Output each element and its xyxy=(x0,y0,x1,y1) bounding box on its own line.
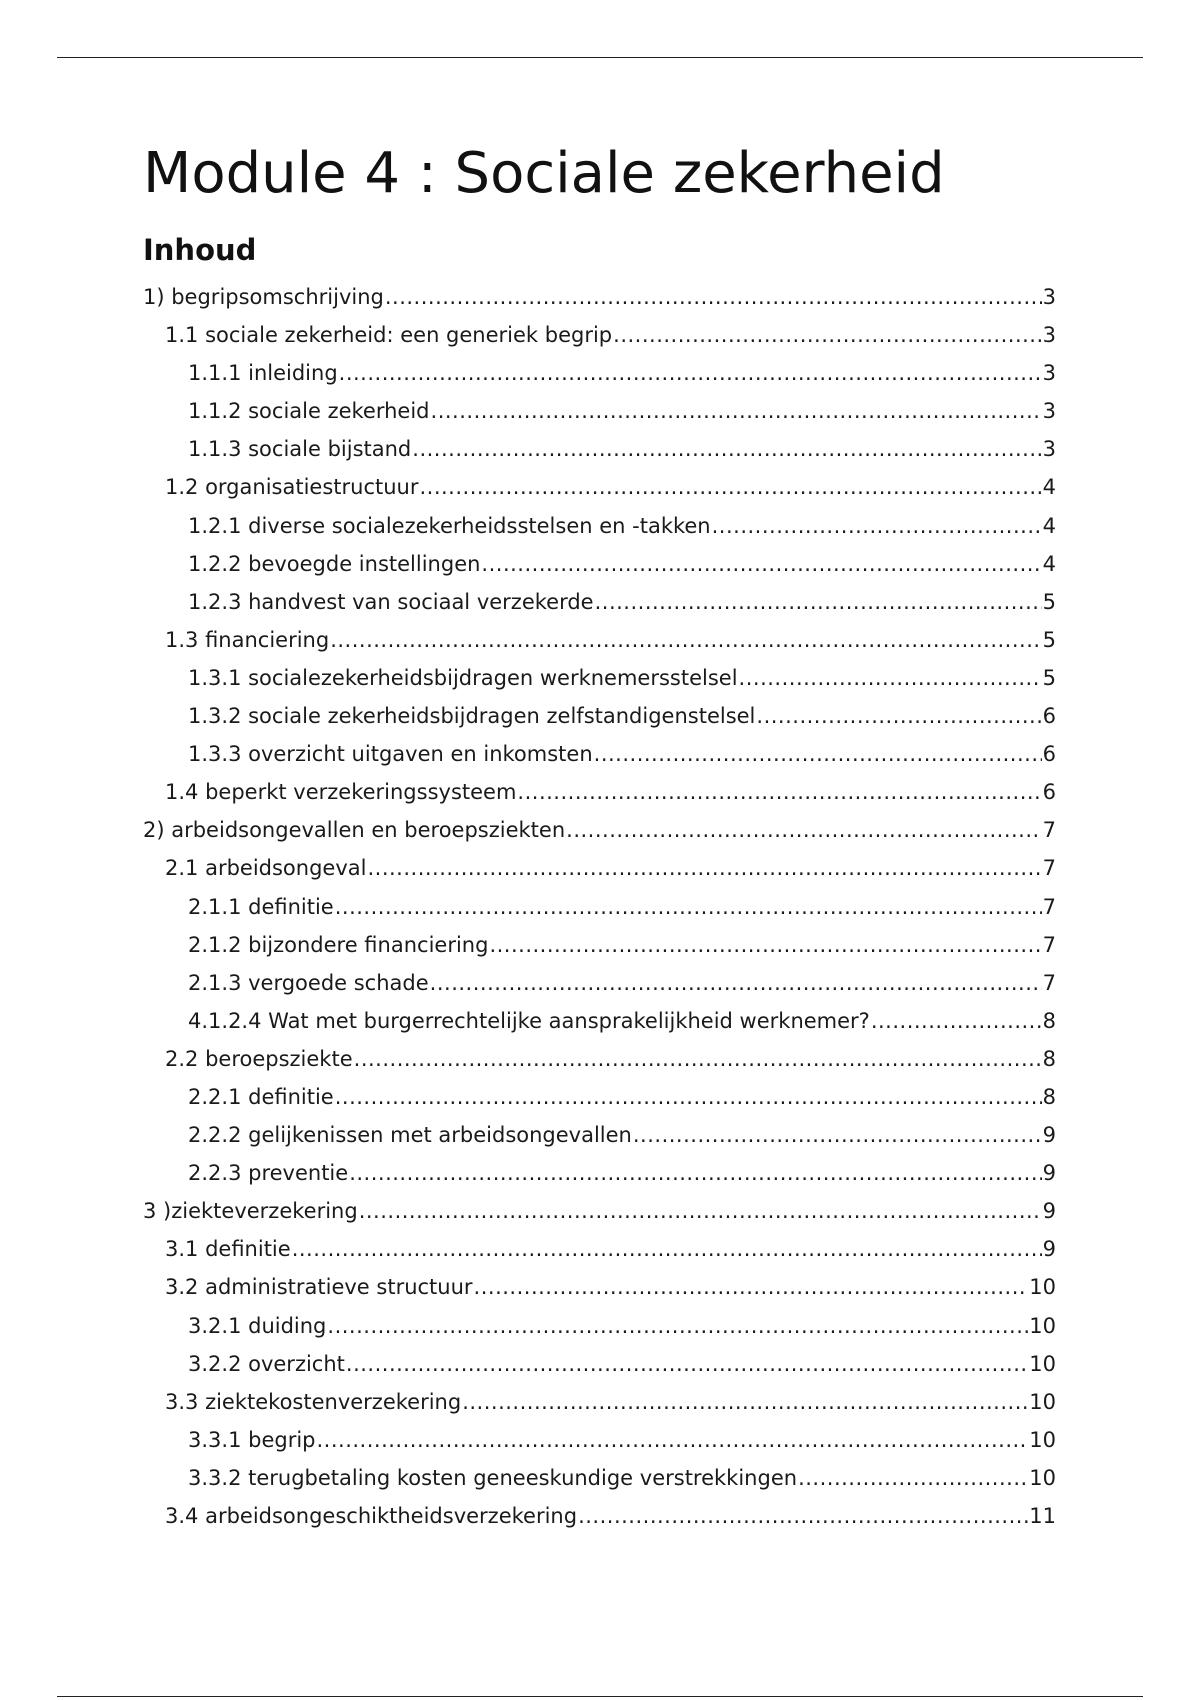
toc-entry-page: 5 xyxy=(1042,589,1056,614)
toc-dot-leader xyxy=(594,735,1042,773)
toc-entry[interactable] xyxy=(143,1230,1056,1268)
toc-dot-leader xyxy=(327,1307,1028,1345)
toc-dot-leader xyxy=(349,1154,1041,1192)
toc-entry[interactable] xyxy=(143,1421,1056,1459)
toc-entry-page: 9 xyxy=(1042,1237,1056,1262)
toc-entry-title: 1.3.3 overzicht uitgaven en inkomsten xyxy=(188,742,593,767)
toc-entry-title: 2.1 arbeidsongeval xyxy=(165,856,367,881)
toc-dot-leader xyxy=(367,849,1041,887)
toc-entry-page: 9 xyxy=(1042,1161,1056,1186)
toc-entry-page: 4 xyxy=(1042,475,1056,500)
toc-dot-leader xyxy=(613,316,1041,354)
toc-dot-leader xyxy=(517,773,1041,811)
toc-dot-leader xyxy=(633,1116,1042,1154)
toc-dot-leader xyxy=(474,1268,1029,1306)
toc-dot-leader xyxy=(359,1192,1042,1230)
toc-dot-leader xyxy=(871,1002,1042,1040)
toc-entry-title: 3.2.2 overzicht xyxy=(188,1351,345,1376)
toc-entry-page: 10 xyxy=(1029,1313,1056,1338)
toc-entry-page: 3 xyxy=(1042,285,1056,309)
toc-dot-leader xyxy=(431,392,1042,430)
toc-entry[interactable] xyxy=(143,1116,1056,1154)
toc-entry[interactable] xyxy=(143,697,1056,735)
toc-entry-page: 7 xyxy=(1042,856,1056,881)
footer-rule xyxy=(57,1696,1143,1697)
toc-dot-leader xyxy=(412,430,1041,468)
toc-entry-title: 1) begripsomschrijving xyxy=(143,285,384,309)
toc-entry-title: 3.4 arbeidsongeschiktheidsverzekering xyxy=(165,1504,578,1528)
toc-entry-title: 2.1.2 bijzondere financiering xyxy=(188,932,489,957)
toc-entry[interactable] xyxy=(143,468,1056,506)
toc-dot-leader xyxy=(317,1421,1029,1459)
toc-dot-leader xyxy=(578,1497,1028,1535)
toc-entry-page: 8 xyxy=(1042,1046,1056,1071)
table-of-contents xyxy=(143,278,1056,1535)
toc-dot-leader xyxy=(419,468,1041,506)
toc-entry-page: 3 xyxy=(1042,399,1056,424)
toc-entry[interactable] xyxy=(143,811,1056,849)
toc-entry-title: 1.2.1 diverse socialezekerheidsstelsen en -takken xyxy=(188,513,711,538)
toc-entry-page: 6 xyxy=(1042,780,1056,805)
toc-entry-page: 6 xyxy=(1042,704,1056,729)
toc-dot-leader xyxy=(430,964,1042,1002)
toc-entry-page: 7 xyxy=(1042,932,1056,957)
toc-entry[interactable] xyxy=(143,888,1056,926)
toc-entry[interactable] xyxy=(143,659,1056,697)
toc-entry[interactable] xyxy=(143,621,1056,659)
toc-entry[interactable] xyxy=(143,1345,1056,1383)
toc-entry-page: 5 xyxy=(1042,665,1056,690)
toc-entry-title: 3.1 definitie xyxy=(165,1237,291,1262)
toc-entry-title: 1.4 beperkt verzekeringssysteem xyxy=(165,780,517,805)
toc-entry[interactable] xyxy=(143,1307,1056,1345)
toc-entry-page: 8 xyxy=(1042,1008,1056,1033)
toc-entry-title: 2.2.3 preventie xyxy=(188,1161,349,1186)
toc-dot-leader xyxy=(339,354,1042,392)
toc-entry-title: 1.2.2 bevoegde instellingen xyxy=(188,551,481,576)
toc-entry-title: 1.1.3 sociale bijstand xyxy=(188,437,412,462)
toc-entry[interactable] xyxy=(143,278,1056,316)
toc-entry[interactable] xyxy=(143,1497,1056,1535)
toc-entry-title: 2.2.2 gelijkenissen met arbeidsongevallen xyxy=(188,1123,632,1148)
toc-entry-page: 3 xyxy=(1042,361,1056,386)
toc-dot-leader xyxy=(335,1078,1042,1116)
toc-entry-page: 10 xyxy=(1029,1389,1056,1414)
toc-entry-page: 6 xyxy=(1042,742,1056,767)
toc-entry-page: 9 xyxy=(1042,1123,1056,1148)
header-rule xyxy=(57,57,1143,58)
toc-entry-page: 11 xyxy=(1029,1504,1056,1528)
toc-dot-leader xyxy=(354,1040,1042,1078)
toc-entry-title: 2.2.1 definitie xyxy=(188,1084,334,1109)
toc-entry-page: 4 xyxy=(1042,513,1056,538)
toc-entry-page: 3 xyxy=(1042,437,1056,462)
toc-entry-title: 1.3.2 sociale zekerheidsbijdragen zelfstandigenstelsel xyxy=(188,704,756,729)
toc-entry[interactable] xyxy=(143,1383,1056,1421)
toc-entry[interactable] xyxy=(143,583,1056,621)
toc-entry-title: 3 )ziekteverzekering xyxy=(143,1199,358,1224)
toc-entry-page: 9 xyxy=(1042,1199,1056,1224)
toc-dot-leader xyxy=(385,278,1042,316)
toc-dot-leader xyxy=(292,1230,1042,1268)
toc-entry-page: 7 xyxy=(1042,894,1056,919)
toc-entry[interactable] xyxy=(143,1002,1056,1040)
toc-entry[interactable] xyxy=(143,735,1056,773)
toc-entry[interactable] xyxy=(143,354,1056,392)
toc-dot-leader xyxy=(756,697,1041,735)
toc-entry-page: 5 xyxy=(1042,627,1056,652)
toc-entry-title: 1.1 sociale zekerheid: een generiek begrip xyxy=(165,323,613,348)
toc-dot-leader xyxy=(739,659,1042,697)
toc-entry-title: 1.1.2 sociale zekerheid xyxy=(188,399,430,424)
toc-entry[interactable] xyxy=(143,430,1056,468)
toc-entry[interactable] xyxy=(143,507,1056,545)
toc-entry[interactable] xyxy=(143,545,1056,583)
toc-entry-title: 3.3.2 terugbetaling kosten geneeskundige verstrekkingen xyxy=(188,1465,798,1490)
toc-entry[interactable] xyxy=(143,964,1056,1002)
toc-entry-page: 10 xyxy=(1029,1427,1056,1452)
toc-entry-title: 4.1.2.4 Wat met burgerrechtelijke aansprakelijkheid werknemer? xyxy=(188,1008,870,1033)
toc-dot-leader xyxy=(712,507,1042,545)
toc-entry-page: 10 xyxy=(1029,1275,1056,1300)
toc-entry-page: 8 xyxy=(1042,1084,1056,1109)
toc-entry-page: 7 xyxy=(1042,818,1056,843)
toc-entry[interactable] xyxy=(143,392,1056,430)
toc-entry-title: 2.1.3 vergoede schade xyxy=(188,970,429,995)
toc-dot-leader xyxy=(489,926,1041,964)
toc-dot-leader xyxy=(462,1383,1028,1421)
toc-entry-page: 7 xyxy=(1042,970,1056,995)
toc-dot-leader xyxy=(346,1345,1028,1383)
toc-entry-title: 3.3 ziektekostenverzekering xyxy=(165,1389,462,1414)
toc-entry[interactable] xyxy=(143,849,1056,887)
toc-dot-leader xyxy=(798,1459,1028,1497)
page-title: Module 4 : Sociale zekerheid xyxy=(143,141,945,206)
toc-heading: Inhoud xyxy=(143,233,257,267)
toc-entry-title: 1.2.3 handvest van sociaal verzekerde xyxy=(188,589,594,614)
toc-entry[interactable] xyxy=(143,1268,1056,1306)
toc-entry-title: 1.3 financiering xyxy=(165,627,330,652)
toc-entry-title: 3.2.1 duiding xyxy=(188,1313,327,1338)
toc-entry-page: 4 xyxy=(1042,551,1056,576)
toc-entry[interactable] xyxy=(143,926,1056,964)
toc-entry-page: 10 xyxy=(1029,1465,1056,1490)
toc-entry[interactable] xyxy=(143,773,1056,811)
toc-entry-title: 3.2 administratieve structuur xyxy=(165,1275,473,1300)
toc-dot-leader xyxy=(595,583,1042,621)
toc-entry-title: 3.3.1 begrip xyxy=(188,1427,316,1452)
toc-entry-title: 2.1.1 definitie xyxy=(188,894,334,919)
toc-entry-title: 1.1.1 inleiding xyxy=(188,361,338,386)
toc-entry-title: 2) arbeidsongevallen en beroepsziekten xyxy=(143,818,566,843)
toc-entry[interactable] xyxy=(143,1040,1056,1078)
toc-entry[interactable] xyxy=(143,316,1056,354)
toc-entry-title: 2.2 beroepsziekte xyxy=(165,1046,353,1071)
toc-entry-title: 1.2 organisatiestructuur xyxy=(165,475,419,500)
toc-entry-title: 1.3.1 socialezekerheidsbijdragen werknemersstelsel xyxy=(188,665,738,690)
toc-dot-leader xyxy=(481,545,1041,583)
toc-entry[interactable] xyxy=(143,1154,1056,1192)
toc-entry[interactable] xyxy=(143,1078,1056,1116)
toc-entry-page: 10 xyxy=(1029,1351,1056,1376)
toc-entry-page: 3 xyxy=(1042,323,1056,348)
toc-dot-leader xyxy=(330,621,1041,659)
toc-entry[interactable] xyxy=(143,1459,1056,1497)
toc-dot-leader xyxy=(335,888,1042,926)
toc-dot-leader xyxy=(566,811,1041,849)
toc-entry[interactable] xyxy=(143,1192,1056,1230)
